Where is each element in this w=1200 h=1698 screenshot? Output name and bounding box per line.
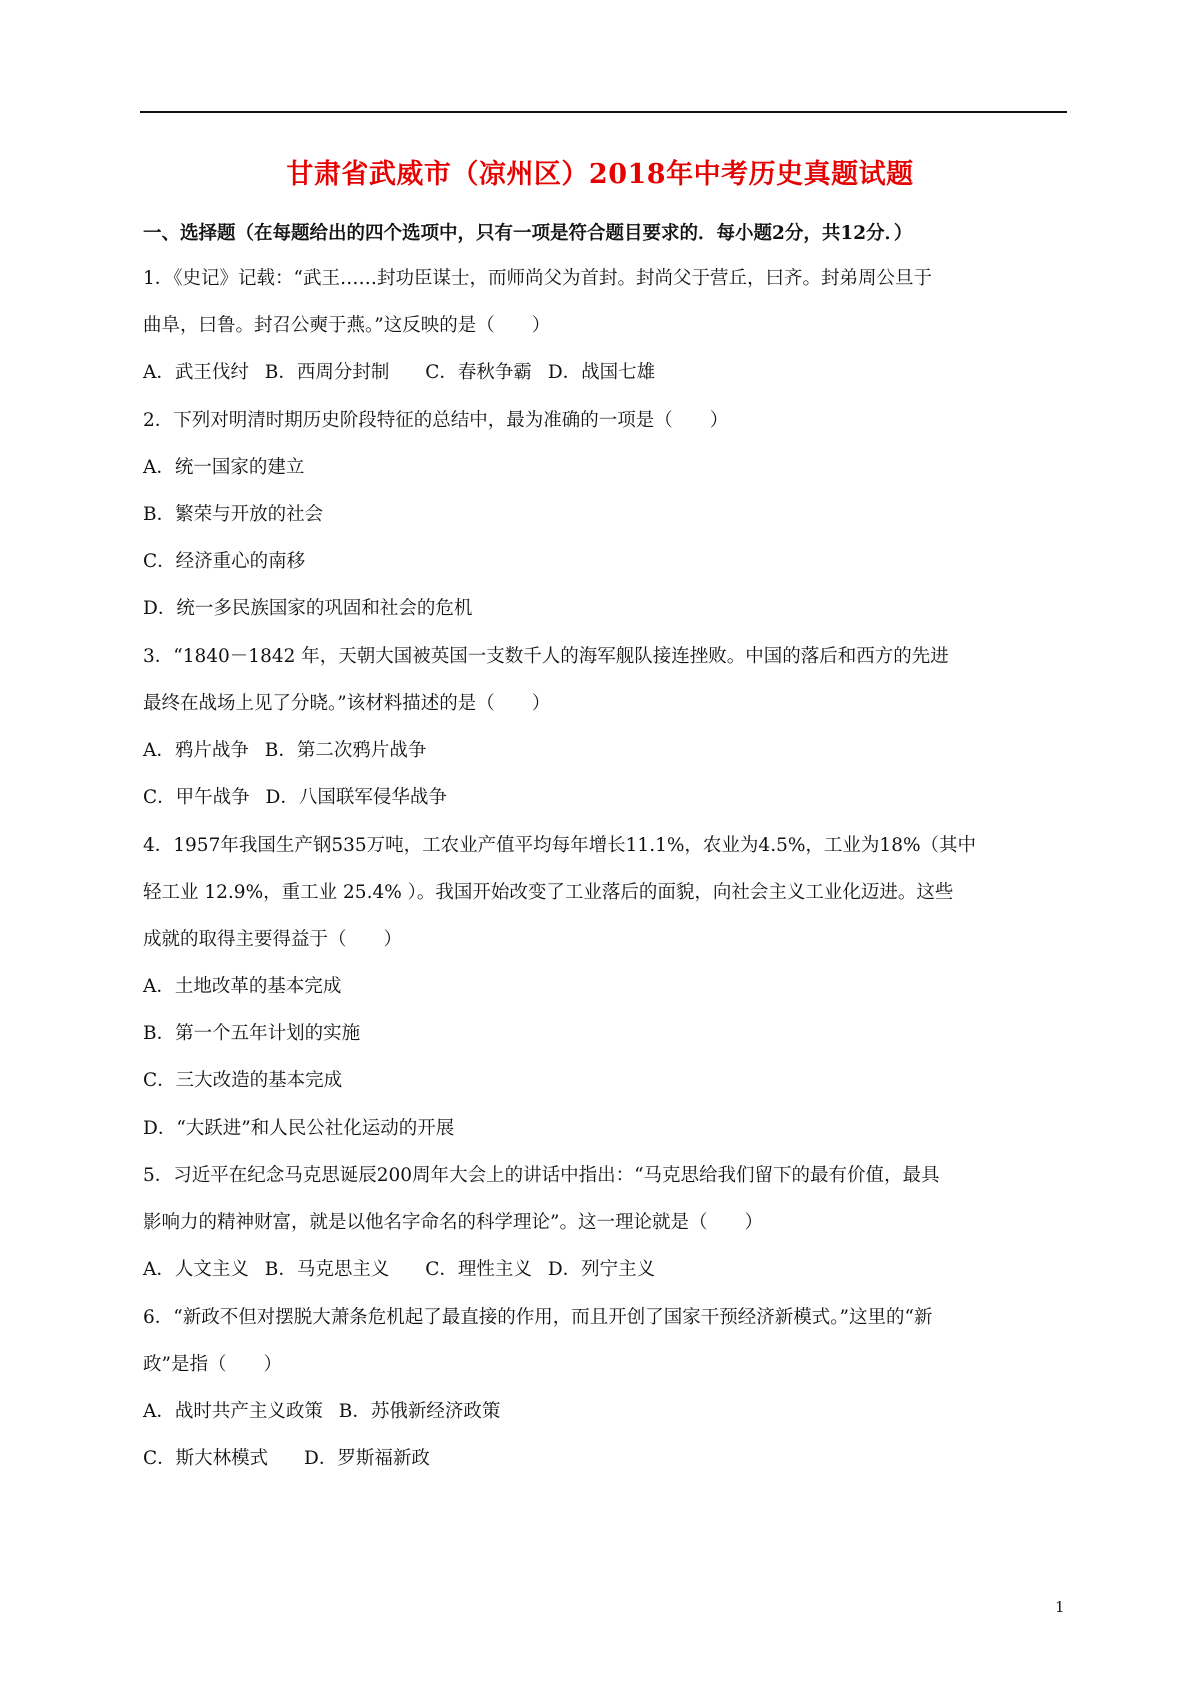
question-5-stem-line-1: 5．习近平在纪念马克思诞辰200周年大会上的讲话中指出：“马克思给我们留下的最有价值，最具 — [143, 1165, 940, 1186]
question-2-option-a: A．统一国家的建立 — [143, 457, 305, 478]
question-5-options — [143, 1255, 655, 1285]
question-4-stem-line-1: 4．1957年我国生产钢535万吨，工农业产值平均每年增长11.1%，农业为4.5%，工业为18%（其中 — [143, 835, 977, 856]
question-6-options-row-2 — [143, 1444, 430, 1474]
header-rule — [140, 111, 1067, 113]
question-4-stem-line-2: 轻工业 12.9%，重工业 25.4% ）。我国开始改变了工业落后的面貌，向社会主义工业化迈进。这些 — [143, 882, 954, 903]
question-5-option-c: C．理性主义 — [425, 1259, 532, 1280]
question-2-option-b: B．繁荣与开放的社会 — [143, 504, 324, 525]
question-6-option-a: A．战时共产主义政策 — [143, 1401, 323, 1422]
page-number: 1 — [1055, 1598, 1065, 1616]
question-4-option-b: B．第一个五年计划的实施 — [143, 1023, 361, 1044]
question-6-stem-line-1: 6．“新政不但对摆脱大萧条危机起了最直接的作用，而且开创了国家干预经济新模式。”这里的“新 — [143, 1307, 933, 1328]
question-1-option-b: B．西周分封制 — [264, 362, 390, 383]
question-5-option-a: A．人文主义 — [143, 1259, 249, 1280]
question-1-option-c: C．春秋争霸 — [425, 362, 532, 383]
question-3-option-a: A．鸦片战争 — [143, 740, 249, 761]
question-6-option-b: B．苏俄新经济政策 — [338, 1401, 501, 1422]
question-3-stem-line-2: 最终在战场上见了分晓。”该材料描述的是（ ） — [143, 693, 551, 714]
question-3-option-d: D．八国联军侵华战争 — [265, 787, 447, 808]
question-3-option-c: C．甲午战争 — [143, 787, 250, 808]
question-2-option-d: D．统一多民族国家的巩固和社会的危机 — [143, 598, 473, 619]
question-3-options-row-1 — [143, 736, 426, 766]
question-1-stem-line-1: 1．《史记》记载：“武王……封功臣谋士，而师尚父为首封。封尚父于营丘，曰齐。封弟周公旦于 — [143, 268, 932, 289]
question-3-option-b: B．第二次鸦片战争 — [264, 740, 427, 761]
question-4-option-a: A．土地改革的基本完成 — [143, 976, 342, 997]
question-3-stem-line-1: 3．“1840－1842 年，天朝大国被英国一支数千人的海军舰队接连挫败。中国的落后和西方的先进 — [143, 646, 949, 667]
question-6-options-row-1 — [143, 1397, 500, 1427]
question-6-stem-line-2: 政”是指（ ） — [143, 1354, 282, 1375]
question-1-stem-line-2: 曲阜，曰鲁。封召公奭于燕。”这反映的是（ ） — [143, 315, 551, 336]
page-title: 甘肃省武威市（凉州区）2018年中考历史真题试题 — [286, 159, 914, 190]
question-5-option-b: B．马克思主义 — [264, 1259, 390, 1280]
question-2-option-c: C．经济重心的南移 — [143, 551, 306, 572]
question-1-option-a: A．武王伐纣 — [143, 362, 249, 383]
question-4-stem-line-3: 成就的取得主要得益于（ ） — [143, 929, 403, 950]
question-6-option-c: C．斯大林模式 — [143, 1448, 269, 1469]
question-4-option-c: C．三大改造的基本完成 — [143, 1070, 343, 1091]
question-4-option-d: D．“大跃进”和人民公社化运动的开展 — [143, 1118, 455, 1139]
question-2-stem-line-1: 2．下列对明清时期历史阶段特征的总结中，最为准确的一项是（ ） — [143, 410, 729, 431]
question-1-options — [143, 358, 655, 388]
question-1-option-d: D．战国七雄 — [547, 362, 656, 383]
question-5-stem-line-2: 影响力的精神财富，就是以他名字命名的科学理论”。这一理论就是（ ） — [143, 1212, 763, 1233]
question-5-option-d: D．列宁主义 — [547, 1259, 656, 1280]
section-heading: 一、选择题（在每题给出的四个选项中，只有一项是符合题目要求的．每小题2分，共12分．） — [143, 223, 913, 244]
question-3-options-row-2 — [143, 783, 447, 813]
question-6-option-d: D．罗斯福新政 — [304, 1448, 430, 1469]
